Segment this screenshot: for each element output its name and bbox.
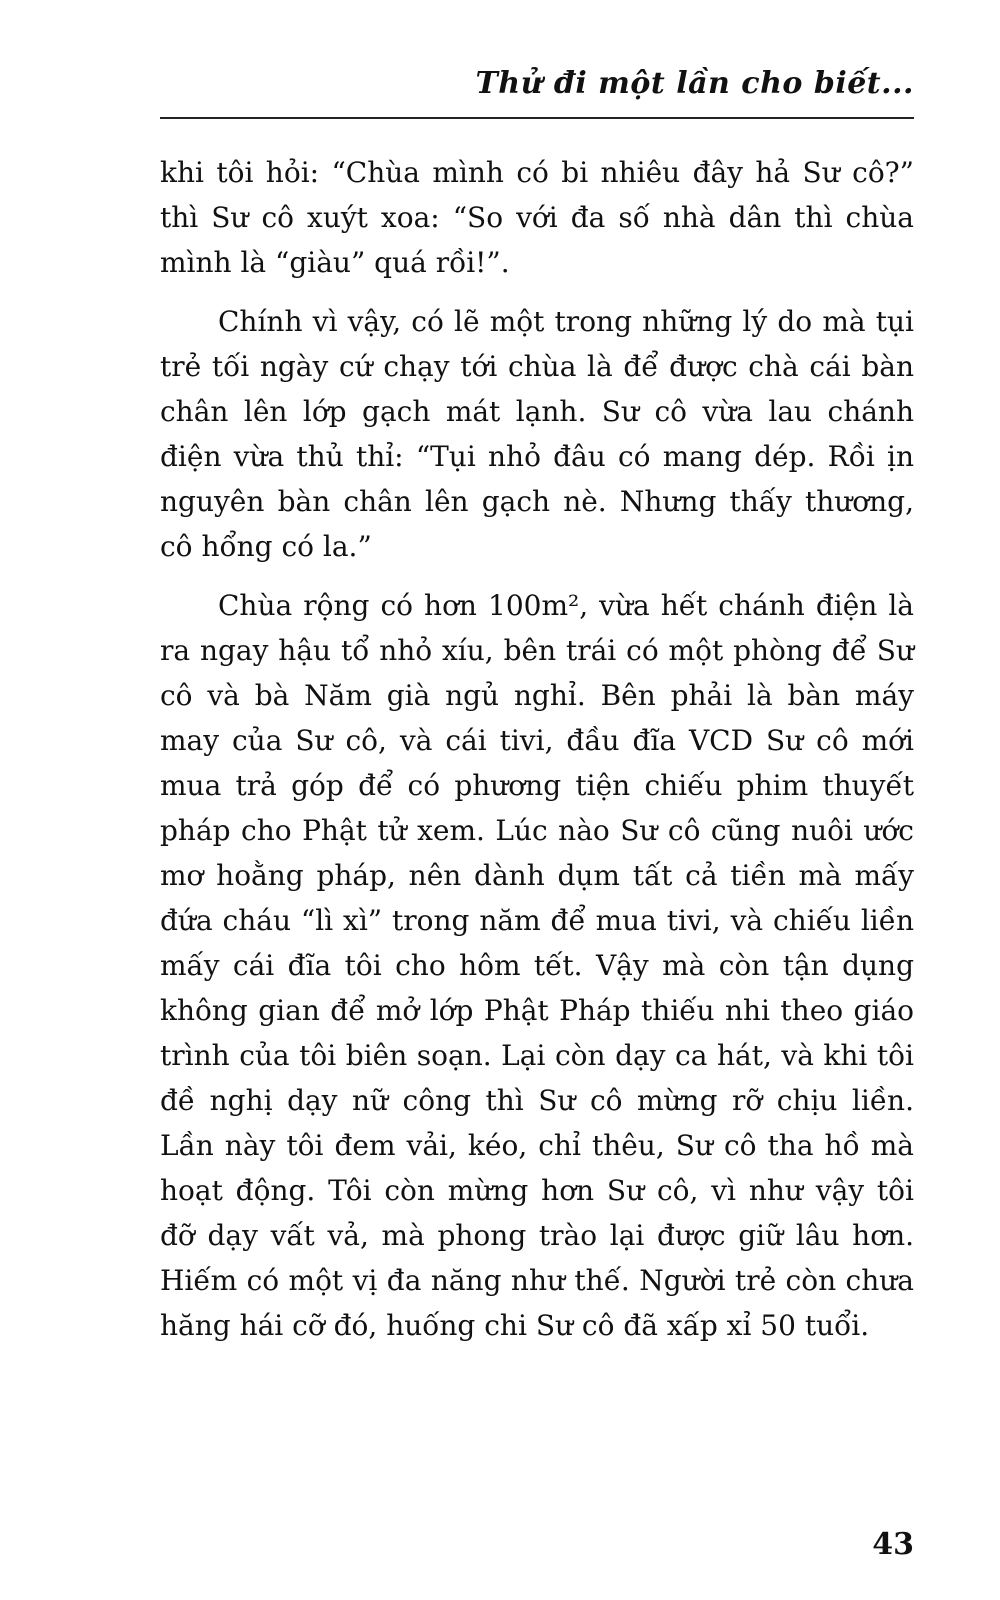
paragraph-2: Chính vì vậy, có lẽ một trong những lý do mà tụi trẻ tối ngày cứ chạy tới chùa là để được chà cái bàn chân lên lớp gạch mát lạnh. Sư cô vừa lau chánh điện vừa thủ thỉ: “Tụi nhỏ đâu có mang dép. Rồi ịn nguyên bàn chân lên gạch nè. Nhưng thấy thương, cô hổng có la.” [160, 305, 914, 563]
body-text [160, 150, 914, 1362]
paragraph-1: khi tôi hỏi: “Chùa mình có bi nhiêu đây hả Sư cô?” thì Sư cô xuýt xoa: “So với đa số nhà dân thì chùa mình là “giàu” quá rồi!”. [160, 156, 914, 279]
paragraph-3: Chùa rộng có hơn 100m², vừa hết chánh điện là ra ngay hậu tổ nhỏ xíu, bên trái có một phòng để Sư cô và bà Năm già ngủ nghỉ. Bên phải là bàn máy may của Sư cô, và cái tivi, đầu đĩa VCD Sư cô mới mua trả góp để có phương tiện chiếu phim thuyết pháp cho Phật tử xem. Lúc nào Sư cô cũng nuôi ước mơ hoằng pháp, nên dành dụm tất cả tiền mà mấy đứa cháu “lì xì” trong năm để mua tivi, và chiếu liền mấy cái đĩa tôi cho hôm tết. Vậy mà còn tận dụng không gian để mở lớp Phật Pháp thiếu nhi theo giáo trình của tôi biên soạn. Lại còn dạy ca hát, và khi tôi đề nghị dạy nữ công thì Sư cô mừng rỡ chịu liền. Lần này tôi đem vải, kéo, chỉ thêu, Sư cô tha hồ mà hoạt động. Tôi còn mừng hơn Sư cô, vì như vậy tôi đỡ dạy vất vả, mà phong trào lại được giữ lâu hơn. Hiếm có một vị đa năng như thế. Người trẻ còn chưa hăng hái cỡ đó, huống chi Sư cô đã xấp xỉ 50 tuổi. [160, 589, 914, 1342]
page-number: 43 [872, 1527, 914, 1562]
running-header-title: Thử đi một lần cho biết... [475, 66, 914, 101]
header-divider [160, 117, 914, 119]
